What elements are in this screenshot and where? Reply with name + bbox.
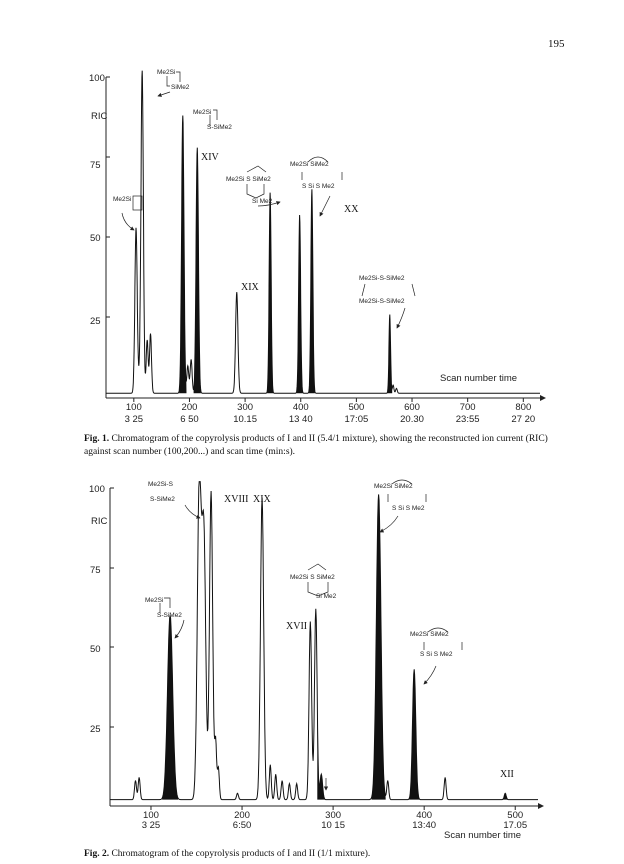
figure-2-caption-text: Chromatogram of the copyrolysis products of I and II (1/1 mixture).: [111, 849, 371, 859]
fig1-structure-6-line1: Me2Si-S-SiMe2: [359, 275, 405, 282]
fig2-structure-1: [148, 481, 200, 518]
fig2-structure-3-line2: S Si S Me2: [392, 505, 425, 512]
fig2-filled-peak: [372, 494, 386, 799]
fig1-x-tick-label-time: 6 50: [180, 414, 199, 425]
fig1-x-tick-label-scan: 500: [348, 402, 365, 413]
fig1-structure-1-line2: SiMe2: [171, 84, 190, 91]
fig1-structure-4-line2: Si Me2: [252, 198, 273, 205]
fig1-label-xix: XIX: [241, 282, 259, 293]
fig1-x-tick-label-scan: 600: [404, 402, 420, 413]
fig1-structure-6: [359, 275, 415, 328]
fig2-structure-2: [145, 597, 184, 638]
fig1-x-tick-label-time: 3 25: [124, 414, 144, 425]
fig1-structure-2-line2: S-SiMe2: [207, 124, 232, 131]
fig2-y-tick-label-50: 50: [90, 644, 101, 655]
fig2-x-axis-title: Scan number time: [444, 830, 522, 841]
fig1-y-tick-label-100: 100: [89, 73, 105, 84]
fig1-structure-5-line1: Me2Si SiMe2: [290, 161, 329, 168]
fig2-y-axis-title: RIC: [91, 516, 108, 527]
fig2-structure-3-line1: Me2Si SiMe2: [374, 483, 413, 490]
fig1-structure-2-line1: Me2Si: [193, 109, 212, 116]
fig1-y-tick-label-75: 75: [90, 160, 101, 171]
fig1-structure-3: [113, 196, 142, 230]
fig2-y-tick-label-100: 100: [89, 484, 105, 495]
fig1-x-tick-label-time: 23:55: [455, 414, 480, 425]
figure-1-caption-text: Chromatogram of the copyrolysis products of I and II (5.4/1 mixture), showing the reconstructed ion current (RIC) against scan number (100,200...) and scan time (min:s).: [84, 434, 548, 457]
fig2-filled-peaks: [162, 494, 508, 799]
fig1-chromatogram-trace: [106, 71, 540, 394]
fig1-structure-4: [226, 166, 280, 206]
fig2-label-xvii: XVII: [286, 621, 308, 632]
fig1-label-xx: XX: [344, 204, 359, 215]
fig1-x-tick-label-scan: 300: [237, 402, 254, 413]
fig1-label-xiv: XIV: [201, 152, 219, 163]
fig1-x-tick-label-time: 17:05: [344, 414, 369, 425]
fig2-structure-5-line2: S Si S Me2: [420, 651, 453, 658]
fig1-structure-5: [290, 157, 342, 216]
fig1-x-tick-label-scan: 400: [292, 402, 309, 413]
fig2-structure-2-line2: S-SiMe2: [157, 612, 182, 619]
figure-2-caption: [84, 848, 564, 861]
fig2-x-tick-label-time: 17.05: [503, 820, 528, 831]
fig1-x-tick-label-time: 27 20: [511, 414, 536, 425]
fig1-y-axis-title: RIC: [91, 111, 108, 122]
fig1-x-ticks: [125, 398, 536, 425]
fig2-x-tick-label-time: 6:50: [232, 820, 252, 831]
fig2-x-tick-label-time: 3 25: [141, 820, 161, 831]
fig2-x-axis-arrow: [538, 803, 544, 809]
fig1-structure-5-line2: S Si S Me2: [302, 183, 335, 190]
fig1-structure-3-line1: Me2Si: [113, 196, 132, 203]
fig2-structure-1-line1: Me2Si-S: [148, 481, 173, 488]
figure-1-chart: [89, 69, 546, 425]
page-number: 195: [548, 38, 565, 50]
fig2-x-tick-label-scan: 200: [234, 810, 250, 821]
fig2-y-tick-label-75: 75: [90, 565, 101, 576]
figure-1-caption-label: Fig. 1.: [84, 434, 110, 444]
fig1-structure-1: [157, 69, 190, 96]
fig2-structure-4: [290, 564, 337, 600]
fig2-x-tick-label-scan: 100: [143, 810, 159, 821]
fig2-structure-4-line2: Si Me2: [316, 593, 337, 600]
fig1-structure-2: [193, 109, 232, 131]
fig2-structure-5: [410, 628, 462, 684]
fig1-x-tick-label-scan: 100: [125, 402, 142, 413]
fig2-x-tick-label-scan: 300: [325, 810, 342, 821]
fig1-y-tick-label-25: 25: [90, 316, 101, 327]
fig2-structure-1-line2: S-SiMe2: [150, 496, 175, 503]
fig2-label-xviii: XVIII: [224, 494, 249, 505]
fig2-x-tick-label-scan: 400: [416, 810, 433, 821]
fig2-x-ticks: [142, 806, 527, 831]
fig1-y-tick-label-50: 50: [90, 233, 101, 244]
figure-1-caption: [84, 433, 564, 458]
fig2-structure-4-line1: Me2Si S SiMe2: [290, 574, 335, 581]
fig1-structure-6-line2: Me2Si-S-SiMe2: [359, 298, 405, 305]
fig2-filled-peak: [317, 699, 325, 800]
fig2-x-tick-label-scan: 500: [507, 810, 524, 821]
fig2-structure-3: [374, 480, 426, 532]
figure-2-caption-label: Fig. 2.: [84, 849, 110, 859]
fig2-x-tick-label-time: 13:40: [412, 820, 437, 831]
fig1-x-axis-arrow: [540, 395, 546, 401]
fig2-structure-5-line1: Me2Si SiMe2: [410, 631, 449, 638]
fig2-y-tick-label-25: 25: [90, 724, 101, 735]
fig2-label-xix: XIX: [253, 494, 271, 505]
fig1-x-tick-label-scan: 800: [515, 402, 532, 413]
fig2-filled-peak: [162, 615, 178, 799]
fig1-x-tick-label-time: 20.30: [400, 414, 424, 425]
fig1-x-tick-label-time: 10.15: [233, 414, 257, 425]
fig1-x-tick-label-time: 13 40: [288, 414, 313, 425]
fig1-x-axis-title: Scan number time: [440, 373, 518, 384]
fig1-structure-1-line1: Me2Si: [157, 69, 176, 76]
fig2-label-xii: XII: [500, 769, 514, 780]
fig1-x-tick-label-scan: 200: [181, 402, 198, 413]
fig2-structure-2-line1: Me2Si: [145, 597, 164, 604]
fig1-structure-4-line1: Me2Si S SiMe2: [226, 176, 271, 183]
fig1-x-tick-label-scan: 700: [459, 402, 476, 413]
figure-2-chart: [89, 480, 544, 841]
fig2-x-tick-label-time: 10 15: [321, 820, 345, 831]
